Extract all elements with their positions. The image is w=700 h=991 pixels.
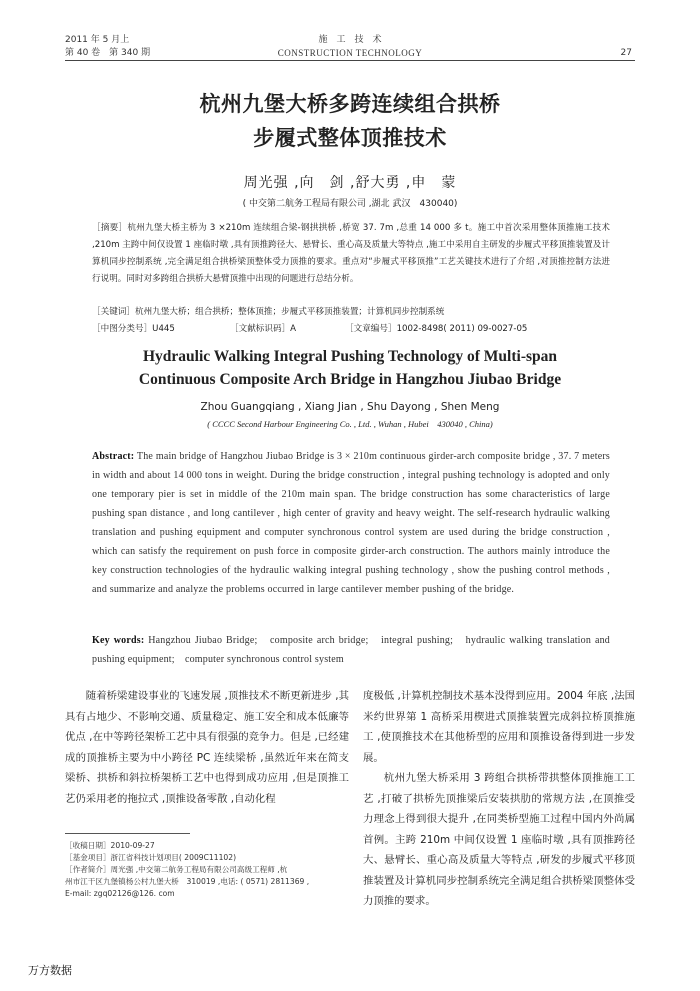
volume-issue: 第 40 卷 第 340 期 — [65, 48, 151, 58]
journal-title-en: CONSTRUCTION TECHNOLOGY — [277, 48, 423, 58]
abstract-en — [92, 447, 610, 599]
keywords-en-text: Hangzhou Jiubao Bridge; composite arch bridge; integral pushing; hydraulic walking translation and pushing equipment; computer synchronous control system — [92, 635, 610, 665]
body-paragraph: 杭州九堡大桥采用 3 跨组合拱桥带拱整体顶推施工工艺 ,打破了拱桥先顶推梁后安装拱肋的常规方法 ,在顶推受力理念上得到很大提升 ,在同类桥型施工过程中国内外尚属首例。主跨 210m 中间仅设置 1 座临时墩 ,具有顶推跨径大、悬臂长、重心高及质量大等特点 ,研发的步履式平移顶推装置及计算机同步控制系统完全满足组合拱桥梁顶整体受力顶推的要求。 — [363, 772, 635, 907]
title-en-line-2: Continuous Composite Arch Bridge in Hangzhou Jiubao Bridge — [138, 371, 562, 388]
keywords-en-label: Key words: — [92, 635, 145, 646]
authors-en: Zhou Guangqiang , Xiang Jian , Shu Dayong , Shen Meng — [200, 401, 500, 413]
body-column-right — [363, 686, 635, 912]
footnote-author-1: ［作者简介］周光强 ,中交第二航务工程局有限公司高级工程师 ,杭 — [65, 865, 288, 874]
affiliation-en: ( CCCC Second Harbour Engineering Co. , Ltd. , Wuhan , Hubei 430040 , China) — [207, 419, 493, 429]
abstract-cn: ［摘要］杭州九堡大桥主桥为 3 ×210m 连续组合梁-钢拱拱桥 ,桥宽 37. 7m ,总重 14 000 多 t。施工中首次采用整体顶推施工技术 ,210m 主跨中间仅设置 1 座临时墩 ,具有顶推跨径大、悬臂长、重心高及质量大等特点 ,施工中采用自主研发的步履式平移顶推装置及计算机同步控制系统 ,完全满足组合拱桥梁顶整体受力顶推的要求。重点对“步履式平移顶推”工艺关键技术进行了介绍 ,对顶推控制方法进行说明。同时对多跨组合拱桥大悬臂顶推中出现的问题进行总结分析。 — [92, 223, 610, 284]
clc-number: ［中图分类号］U445 — [92, 324, 175, 334]
keywords-en — [92, 631, 610, 669]
issue-date: 2011 年 5 月上 — [65, 35, 130, 45]
footnote-funding: ［基金项目］浙江省科技计划项目( 2009C11102) — [65, 853, 237, 862]
document-code: ［文献标识码］A — [230, 324, 297, 334]
footnotes — [65, 840, 347, 900]
header-rule — [65, 60, 635, 61]
article-number: ［文章编号］1002-8498( 2011) 09-0027-05 — [345, 324, 528, 334]
title-en-line-1: Hydraulic Walking Integral Pushing Technology of Multi-span — [143, 348, 557, 365]
abstract-en-text: The main bridge of Hangzhou Jiubao Bridge is 3 × 210m continuous girder-arch composite bridge , 37. 7 meters in width and about 14 000 tons in weight. During the bridge construction , integral pushing technology is adopted and only one temporary pier is set in middle of the 210m main span. The bridge construction has some characteristics of large pushing span distance , and long cantilever , high center of gravity and heavy weight. The self-research hydraulic walking translation and pushing equipment and computer synchronous control system are used during the bridge construction , which can satisfy the requirement on push force in composite girder-arch construction. The authors mainly introduce the key construction technologies of the hydraulic walking integral pushing technology , show the pushing control methods , and summarize and analyze the problems occurred in large cantilever member pushing of the bridge. — [92, 451, 610, 595]
footnote-received: ［收稿日期］2010-09-27 — [65, 841, 155, 850]
journal-title-cn: 施 工 技 术 — [318, 35, 382, 45]
title-cn-line-1: 杭州九堡大桥多跨连续组合拱桥 — [199, 92, 501, 116]
footnote-email: E-mail: zgq02126@126. com — [65, 889, 175, 898]
body-paragraph: 随着桥梁建设事业的飞速发展 ,顶推技术不断更新进步 ,其具有占地少、不影响交通、质量稳定、施工安全和成本低廉等优点 ,在中等跨径架桥工艺中具有很强的竞争力。但是 ,已经建成的顶推桥主要为中小跨径 PC 连续梁桥 ,虽然近年来在简支梁桥、拱桥和斜拉桥架桥工艺中也得到成功应用 ,但是顶推工艺仍采用老的拖拉式 ,顶推设备零散 ,自动化程 — [65, 690, 349, 805]
footnote-author-2: 州市江干区九堡镇杨公村九堡大桥 310019 ,电话: ( 0571) 2811369 , — [65, 877, 310, 886]
abstract-en-label: Abstract: — [92, 451, 135, 462]
page-number: 27 — [620, 48, 632, 58]
footnote-rule — [65, 833, 190, 834]
body-column-left — [65, 686, 349, 809]
authors-cn: 周光强 ,向 剑 ,舒大勇 ,申 蒙 — [243, 175, 457, 191]
keywords-cn: ［关键词］杭州九堡大桥；组合拱桥；整体顶推；步履式平移顶推装置；计算机同步控制系统 — [92, 307, 445, 317]
wanfang-watermark: 万方数据 — [28, 964, 72, 977]
title-cn-line-2: 步履式整体顶推技术 — [253, 126, 447, 150]
body-paragraph: 度极低 ,计算机控制技术基本没得到应用。2004 年底 ,法国米约世界第 1 高桥采用楔进式顶推装置完成斜拉桥顶推施工 ,使顶推技术在其他桥型的应用和顶推设备得到进一步发展。 — [363, 690, 635, 764]
affiliation-cn: ( 中交第二航务工程局有限公司 ,湖北 武汉 430040) — [242, 199, 458, 209]
